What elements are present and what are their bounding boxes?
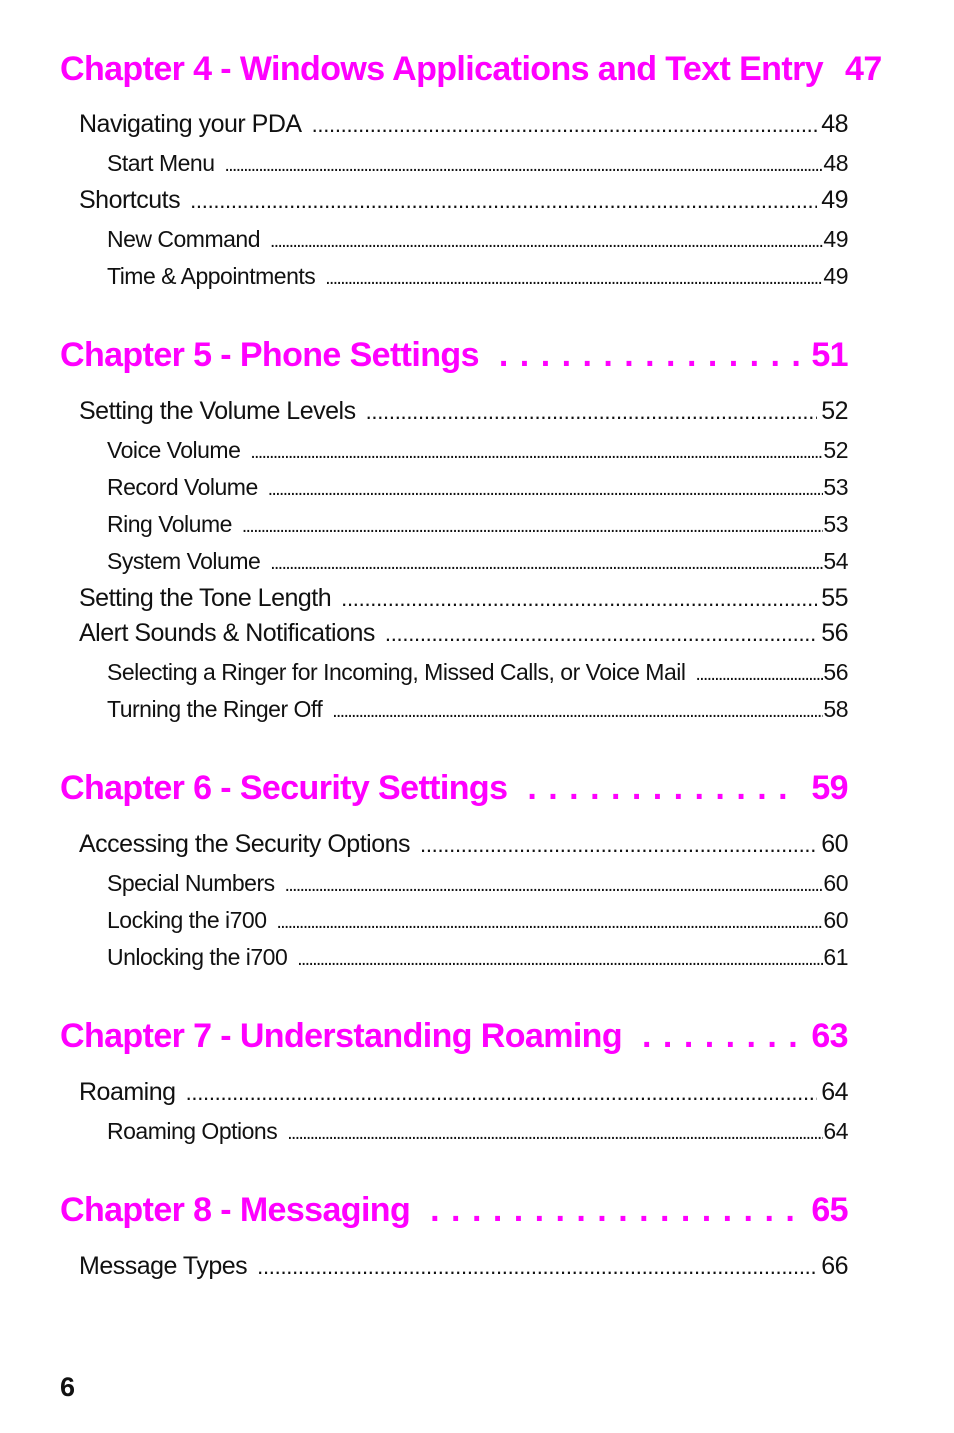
entry-page: 49: [823, 226, 848, 252]
dot-leader: [270, 548, 823, 575]
toc-entry-turning-ringer-off[interactable]: [107, 696, 848, 723]
entry-page: 58: [823, 696, 848, 722]
entry-page: 64: [823, 1118, 848, 1144]
chapter-title: Chapter 8 - Messaging: [60, 1191, 411, 1229]
entry-page: 53: [823, 474, 848, 500]
chapter-title: Chapter 7 - Understanding Roaming: [60, 1017, 623, 1055]
toc-entry-start-menu[interactable]: [107, 150, 848, 177]
entry-page: 66: [821, 1252, 848, 1280]
chapter-4-heading[interactable]: [60, 50, 882, 89]
dot-leader: [250, 437, 823, 464]
dot-leader: [268, 474, 824, 501]
dot-leader: [420, 830, 817, 859]
entry-text: Shortcuts: [79, 186, 181, 214]
toc-entry-ring-volume[interactable]: [107, 511, 848, 538]
dot-leader: [642, 1017, 801, 1056]
entry-page: 61: [823, 944, 848, 970]
toc-entry-special-numbers[interactable]: [107, 870, 848, 897]
entry-text: Accessing the Security Options: [79, 830, 410, 858]
entry-page: 49: [823, 263, 848, 289]
entry-text: Roaming: [79, 1078, 176, 1106]
dot-leader: [297, 944, 823, 971]
entry-text: Setting the Tone Length: [79, 584, 332, 612]
entry-page: 60: [821, 830, 848, 858]
chapter-5-heading[interactable]: [60, 336, 848, 375]
entry-text: Navigating your PDA: [79, 110, 302, 138]
toc-entry-volume-levels[interactable]: [79, 397, 848, 426]
entry-text: Ring Volume: [107, 511, 232, 537]
chapter-page: 59: [811, 769, 848, 807]
page-number: 6: [60, 1372, 76, 1402]
toc-entry-accessing-security[interactable]: [79, 830, 848, 859]
toc-entry-system-volume[interactable]: [107, 548, 848, 575]
dot-leader: [499, 336, 801, 375]
entry-text: Record Volume: [107, 474, 258, 500]
entry-text: Special Numbers: [107, 870, 275, 896]
chapter-title: Chapter 4 - Windows Applications and Text Entry: [60, 50, 824, 88]
chapter-page: 47: [845, 50, 882, 88]
entry-page: 64: [821, 1078, 848, 1106]
chapter-6-heading[interactable]: [60, 769, 848, 808]
toc-entry-unlocking[interactable]: [107, 944, 848, 971]
entry-text: Setting the Volume Levels: [79, 397, 356, 425]
dot-leader: [287, 1118, 823, 1145]
toc-entry-navigating-your-pda[interactable]: [79, 110, 848, 139]
toc-entry-new-command[interactable]: [107, 226, 848, 253]
entry-text: Time & Appointments: [107, 263, 316, 289]
entry-text: Start Menu: [107, 150, 215, 176]
entry-text: Alert Sounds & Notifications: [79, 619, 375, 647]
dot-leader: [257, 1252, 817, 1281]
dot-leader: [366, 397, 818, 426]
entry-page: 49: [821, 186, 848, 214]
entry-page: 60: [823, 907, 848, 933]
toc-entry-shortcuts[interactable]: [79, 186, 848, 215]
toc-entry-message-types[interactable]: [79, 1252, 848, 1281]
entry-page: 60: [823, 870, 848, 896]
toc-entry-voice-volume[interactable]: [107, 437, 848, 464]
toc-entry-tone-length[interactable]: [79, 584, 848, 613]
entry-page: 56: [821, 619, 848, 647]
toc-entry-record-volume[interactable]: [107, 474, 848, 501]
entry-page: 53: [823, 511, 848, 537]
entry-page: 56: [823, 659, 848, 685]
entry-text: Locking the i700: [107, 907, 267, 933]
chapter-7-heading[interactable]: [60, 1017, 848, 1056]
chapter-page: 65: [811, 1191, 848, 1229]
dot-leader: [242, 511, 823, 538]
entry-text: System Volume: [107, 548, 261, 574]
dot-leader: [225, 150, 824, 177]
toc-entry-locking[interactable]: [107, 907, 848, 934]
chapter-page: 51: [811, 336, 848, 374]
entry-text: Selecting a Ringer for Incoming, Missed Calls, or Voice Mail: [107, 659, 686, 685]
entry-text: New Command: [107, 226, 260, 252]
dot-leader: [430, 1191, 801, 1230]
toc-entry-alert-sounds[interactable]: [79, 619, 848, 648]
entry-text: Turning the Ringer Off: [107, 696, 323, 722]
dot-leader: [325, 263, 823, 290]
dot-leader: [277, 907, 824, 934]
dot-leader: [341, 584, 817, 613]
toc-entry-selecting-ringer[interactable]: [107, 659, 848, 686]
chapter-8-heading[interactable]: [60, 1191, 848, 1230]
toc-entry-roaming[interactable]: [79, 1078, 848, 1107]
dot-leader: [332, 696, 823, 723]
entry-text: Message Types: [79, 1252, 248, 1280]
dot-leader: [385, 619, 817, 648]
entry-page: 55: [821, 584, 848, 612]
dot-leader: [186, 1078, 818, 1107]
toc-entry-time-appointments[interactable]: [107, 263, 848, 290]
entry-page: 54: [823, 548, 848, 574]
entry-page: 48: [823, 150, 848, 176]
entry-page: 48: [821, 110, 848, 138]
toc-entry-roaming-options[interactable]: [107, 1118, 848, 1145]
chapter-title: Chapter 6 - Security Settings: [60, 769, 508, 807]
chapter-title: Chapter 5 - Phone Settings: [60, 336, 479, 374]
entry-text: Roaming Options: [107, 1118, 278, 1144]
dot-leader: [695, 659, 823, 686]
entry-page: 52: [823, 437, 848, 463]
dot-leader: [527, 769, 801, 808]
dot-leader: [190, 186, 817, 215]
entry-text: Unlocking the i700: [107, 944, 288, 970]
entry-page: 52: [821, 397, 848, 425]
dot-leader: [285, 870, 824, 897]
chapter-page: 63: [811, 1017, 848, 1055]
dot-leader: [312, 110, 818, 139]
entry-text: Voice Volume: [107, 437, 241, 463]
dot-leader: [270, 226, 823, 253]
